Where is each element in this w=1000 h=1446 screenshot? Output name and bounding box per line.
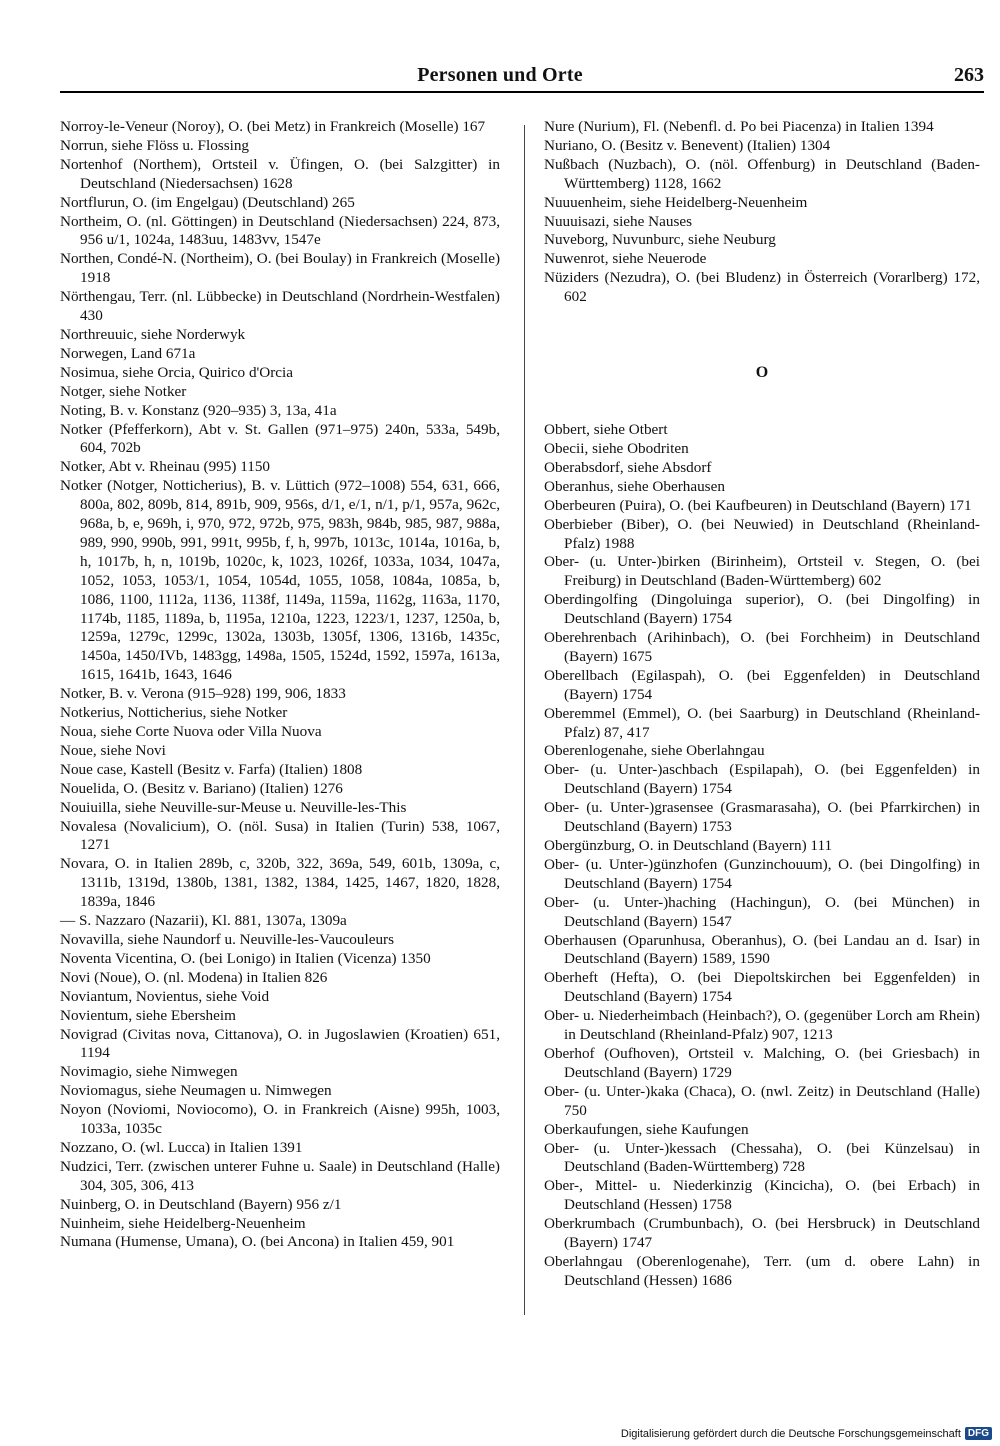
index-entry: Nuuuisazi, siehe Nauses [544, 212, 693, 230]
page-number: 263 [954, 64, 984, 86]
index-entry: Oberellbach (Egilaspah), O. (bei Eggenfelden) in Deutschland (Bayern) 1754 [544, 666, 980, 703]
index-entry: Nortenhof (Northem), Ortsteil v. Üfingen, O. (bei Salzgitter) in Deutschland (Niedersachsen) 1628 [60, 155, 500, 192]
index-entry: Novi (Noue), O. (nl. Modena) in Italien 826 [60, 968, 328, 986]
index-entry: Noventa Vicentina, O. (bei Lonigo) in Italien (Vicenza) 1350 [60, 949, 431, 967]
index-entry: Nuveborg, Nuvunburc, siehe Neuburg [544, 231, 776, 249]
index-entry: Oberanhus, siehe Oberhausen [544, 477, 725, 495]
index-entry: Notker (Notger, Notticherius), B. v. Lüttich (972–1008) 554, 631, 666, 800a, 802, 809b, 814, 891b, 909, 956s, d/1, e/1, n/1, p/1, 957a, 962c, 968a, b, e, 969h, i, 970, 972, 972b, 975, 983h, 984b, 985, 987, 988a, 989, 990, 990b, 991, 991t, 995b, f, h, 997b, 1013c, 1014a, 1016a, b, h, 1017b, h, n, 1019b, 1020c, k, 1023, 1026f, 1033a, 1034, 1047a, 1052, 1053, 1053/1, 1054, 1054d, 1055, 1058, 1084a, 1085a, b, 1086, 1100, 1112a, 1136, 1138f, 1149a, 1159a, 1162g, 1163a, 1170, 1174b, 1185, 1189a, b, 1195a, 1210a, 1223, 1223/1, 1237, 1250a, b, 1259a, 1279c, 1299c, 1302a, 1303b, 1305f, 1306, 1316b, 1435c, 1450a, 1450/IVb, 1483gg, 1498a, 1505, 1524d, 1592, 1597a, 1613a, 1615, 1641b, 1643, 1646 [60, 477, 500, 684]
index-entry: Obecii, siehe Obodriten [544, 439, 689, 457]
index-entry: Noue, siehe Novi [60, 741, 166, 759]
index-entry: Norroy-le-Veneur (Noroy), O. (bei Metz) in Frankreich (Moselle) 167 [60, 118, 486, 135]
index-entry: Oberlahngau (Oberenlogenahe), Terr. (um d. obere Lahn) in Deutschland (Hessen) 1686 [544, 1252, 980, 1289]
index-entry: Nuinberg, O. in Deutschland (Bayern) 956 z/1 [60, 1195, 342, 1213]
section-letter: O [755, 364, 769, 382]
index-entry: Nozzano, O. (wl. Lucca) in Italien 1391 [60, 1138, 303, 1156]
index-entry: Ober- (u. Unter-)kaka (Chaca), O. (nwl. Zeitz) in Deutschland (Halle) 750 [544, 1082, 980, 1119]
index-entry: Ober-, Mittel- u. Niederkinzig (Kincicha), O. (bei Erbach) in Deutschland (Hessen) 1758 [544, 1177, 980, 1214]
index-entry: Norrun, siehe Flöss u. Flossing [60, 136, 250, 154]
index-entry: Ober- (u. Unter-)kessach (Chessaha), O. (bei Künzelsau) in Deutschland (Baden-Württemberg) 728 [544, 1139, 980, 1176]
index-entry: Numana (Humense, Umana), O. (bei Ancona) in Italien 459, 901 [60, 1233, 455, 1251]
index-entry: Novara, O. in Italien 289b, c, 320b, 322, 369a, 549, 601b, 1309a, c, 1311b, 1319d, 1380b, 1381, 1382, 1384, 1425, 1467, 1820, 1828, 1839a, 1846 [60, 855, 500, 911]
footer-text: Digitalisierung gefördert durch die Deutsche Forschungsgemeinschaft [620, 1427, 961, 1440]
index-entry: Oberheft (Hefta), O. (bei Diepoltskirchen bei Eggenfelden) in Deutschland (Bayern) 1754 [544, 969, 980, 1006]
index-entry: Oberabsdorf, siehe Absdorf [544, 458, 712, 476]
index-entry: Obbert, siehe Otbert [544, 421, 668, 439]
index-entry: Nudzici, Terr. (zwischen unterer Fuhne u. Saale) in Deutschland (Halle) 304, 305, 306, 413 [60, 1157, 500, 1194]
index-entry: Nure (Nurium), Fl. (Nebenfl. d. Po bei Piacenza) in Italien 1394 [544, 118, 934, 135]
index-entry: Nußbach (Nuzbach), O. (nöl. Offenburg) in Deutschland (Baden-Württemberg) 1128, 1662 [544, 155, 980, 192]
index-entry: Northen, Condé-N. (Northeim), O. (bei Boulay) in Frankreich (Moselle) 1918 [60, 250, 500, 287]
index-entry: Notkerius, Notticherius, siehe Notker [60, 704, 288, 722]
header-rule [60, 91, 984, 93]
index-entry: Nörthengau, Terr. (nl. Lübbecke) in Deutschland (Nordrhein-Westfalen) 430 [60, 288, 500, 325]
index-entry: Noyon (Noviomi, Noviocomo), O. in Frankreich (Aisne) 995h, 1003, 1033a, 1035c [60, 1101, 500, 1138]
index-entry: Northeim, O. (nl. Göttingen) in Deutschland (Niedersachsen) 224, 873, 956 u/1, 1024a, 1483uu, 1483vv, 1547e [60, 212, 500, 249]
index-entry: Ober- (u. Unter-)birken (Birinheim), Ortsteil v. Stegen, O. (bei Freiburg) in Deutschland (Baden-Württemberg) 602 [544, 553, 980, 590]
index-entry: Novavilla, siehe Naundorf u. Neuville-les-Vaucouleurs [60, 930, 395, 948]
index-entry: Oberbieber (Biber), O. (bei Neuwied) in Deutschland (Rheinland-Pfalz) 1988 [544, 515, 980, 552]
index-entry: Oberkrumbach (Crumbunbach), O. (bei Hersbruck) in Deutschland (Bayern) 1747 [544, 1215, 980, 1252]
index-entry: Nüziders (Nezudra), O. (bei Bludenz) in Österreich (Vorarlberg) 172, 602 [544, 269, 980, 306]
index-entry: Oberkaufungen, siehe Kaufungen [544, 1120, 749, 1138]
index-entry: Noting, B. v. Konstanz (920–935) 3, 13a, 41a [60, 401, 337, 419]
index-entry: Ober- (u. Unter-)aschbach (Espilapah), O. (bei Eggenfelden) in Deutschland (Bayern) 1754 [544, 761, 980, 798]
index-entry: Ober- (u. Unter-)haching (Hachingun), O. (bei München) in Deutschland (Bayern) 1547 [544, 893, 980, 930]
index-entry: Noviomagus, siehe Neumagen u. Nimwegen [60, 1082, 332, 1100]
index-entry: Ober- (u. Unter-)günzhofen (Gunzinchouum), O. (bei Dingolfing) in Deutschland (Bayern) 1754 [544, 855, 980, 892]
right-column [544, 118, 980, 1291]
index-entry: Nuriano, O. (Besitz v. Benevent) (Italien) 1304 [544, 136, 831, 154]
index-entry: Notker (Pfefferkorn), Abt v. St. Gallen (971–975) 240n, 533a, 549b, 604, 702b [60, 420, 500, 457]
index-entry: Novalesa (Novalicium), O. (nöl. Susa) in Italien (Turin) 538, 1067, 1271 [60, 817, 500, 854]
index-entry: Novimagio, siehe Nimwegen [60, 1063, 238, 1081]
index-entry: Oberhof (Oufhoven), Ortsteil v. Malching, O. (bei Griesbach) in Deutschland (Bayern) 1729 [544, 1044, 980, 1081]
index-entry: Ober- u. Niederheimbach (Heinbach?), O. (gegenüber Lorch am Rhein) in Deutschland (Rheinland-Pfalz) 907, 1213 [544, 1007, 980, 1044]
right-column-top-entries [544, 118, 980, 307]
right-column-bottom-entries [544, 421, 980, 1291]
index-entry: — S. Nazzaro (Nazarii), Kl. 881, 1307a, 1309a [60, 912, 347, 930]
index-entry: Novientum, siehe Ebersheim [60, 1006, 236, 1024]
left-column [60, 118, 500, 1252]
index-entry: Nosimua, siehe Orcia, Quirico d'Orcia [60, 363, 294, 381]
index-entry: Nouiuilla, siehe Neuville-sur-Meuse u. Neuville-les-This [60, 798, 407, 816]
index-entry: Noue case, Kastell (Besitz v. Farfa) (Italien) 1808 [60, 760, 363, 778]
index-entry: Notger, siehe Notker [60, 382, 187, 400]
dfg-logo: DFG [965, 1427, 992, 1440]
index-entry: Oberemmel (Emmel), O. (bei Saarburg) in Deutschland (Rheinland-Pfalz) 87, 417 [544, 704, 980, 741]
index-entry: Nuinheim, siehe Heidelberg-Neuenheim [60, 1214, 306, 1232]
index-entry: Noua, siehe Corte Nuova oder Villa Nuova [60, 723, 322, 740]
index-entry: Obergünzburg, O. in Deutschland (Bayern) 111 [544, 837, 833, 854]
index-entry: Oberbeuren (Puira), O. (bei Kaufbeuren) in Deutschland (Bayern) 171 [544, 496, 972, 514]
index-entry: Nuuuenheim, siehe Heidelberg-Neuenheim [544, 193, 808, 211]
index-entry: Oberenlogenahe, siehe Oberlahngau [544, 742, 765, 760]
index-entry: Novigrad (Civitas nova, Cittanova), O. in Jugoslawien (Kroatien) 651, 1194 [60, 1025, 500, 1062]
index-entry: Norwegen, Land 671a [60, 344, 196, 362]
index-entry: Northreuuic, siehe Norderwyk [60, 325, 246, 343]
index-entry: Oberdingolfing (Dingoluinga superior), O. (bei Dingolfing) in Deutschland (Bayern) 1754 [544, 591, 980, 628]
index-entry: Nuwenrot, siehe Neuerode [544, 250, 707, 268]
index-entry: Nortflurun, O. (im Engelgau) (Deutschland) 265 [60, 193, 355, 211]
footer [621, 1427, 992, 1440]
index-entry: Notker, Abt v. Rheinau (995) 1150 [60, 458, 271, 476]
index-entry: Oberhausen (Oparunhusa, Oberanhus), O. (bei Landau an d. Isar) in Deutschland (Bayern) 1589, 1590 [544, 931, 980, 968]
index-entry: Nouelida, O. (Besitz v. Bariano) (Italien) 1276 [60, 779, 343, 797]
index-entry: Notker, B. v. Verona (915–928) 199, 906, 1833 [60, 685, 346, 703]
page-title: Personen und Orte [417, 64, 583, 86]
column-divider [524, 125, 525, 1315]
index-entry: Ober- (u. Unter-)grasensee (Grasmarasaha), O. (bei Pfarrkirchen) in Deutschland (Bayern) 1753 [544, 799, 980, 836]
index-entry: Oberehrenbach (Arihinbach), O. (bei Forchheim) in Deutschland (Bayern) 1675 [544, 629, 980, 665]
index-entry: Noviantum, Novientus, siehe Void [60, 987, 270, 1005]
